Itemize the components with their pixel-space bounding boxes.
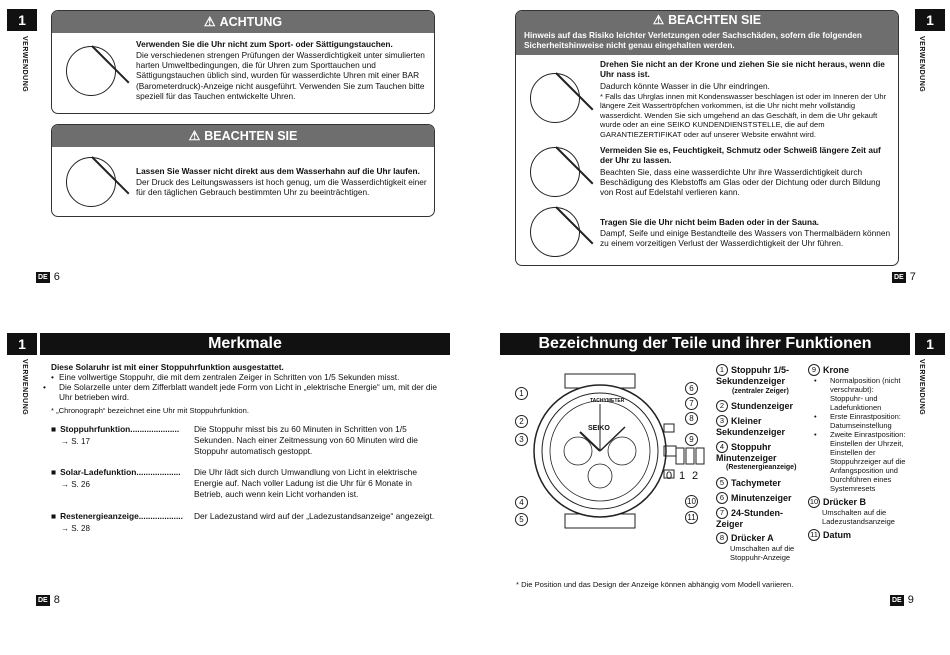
- page-number: [36, 271, 60, 283]
- page-number: [890, 594, 914, 606]
- feature-name: Solar-Ladefunktion...................: [60, 467, 181, 477]
- beachten-title: BEACHTEN SIE: [204, 129, 298, 143]
- achtung-title: ACHTUNG: [219, 15, 283, 29]
- callout-7: 7: [685, 397, 698, 410]
- callout-10: 10: [685, 495, 698, 508]
- beachten-body: Der Druck des Leitungswassers ist hoch genug, um die Wasserdichtigkeit einer für den täglichen Gebrauch bestimmten Uhr zu beeinträchtigen.: [136, 177, 427, 198]
- item3-heading: Tragen Sie die Uhr nicht beim Baden oder in der Sauna.: [600, 217, 819, 227]
- beachten-sie-title: BEACHTEN SIE: [668, 13, 762, 27]
- parts-list-left: [716, 364, 808, 562]
- watch-diagram: [510, 372, 710, 532]
- crown-positions-list: • Normalposition (nicht verschraubt): Stoppuhr- und Ladefunktionen • Erste Einrastposition: Datumseinstellung • Zweite Einrastposition: Einstellen der Uhrzeit, Einstellen der Stoppuhrzeiger auf die Anfangsposition und Durchführen eines Systemresets: [814, 376, 906, 493]
- features-bullet: • Eine vollwertige Stoppuhr, die mit dem zentralen Zeiger in Schritten von 1/5 Sekunden misst.: [51, 372, 400, 382]
- parts-footnote: * Die Position und das Design der Anzeige können abhängig vom Modell variieren.: [516, 580, 794, 589]
- beachten-sie-intro: Hinweis auf das Risiko leichter Verletzungen oder Sachschäden, sofern die folgenden Sicherheitshinweise nicht genau eingehalten werden.: [524, 30, 862, 51]
- language-tag: DE: [892, 596, 902, 604]
- section-number-badge: 1: [7, 9, 37, 31]
- beachten-sie-header: [516, 11, 898, 55]
- feature-description: Der Ladezustand wird auf der „Ladezustandsanzeige“ angezeigt.: [194, 511, 435, 521]
- dial-brand: SEIKO: [588, 425, 610, 432]
- no-wet-crown-icon: [530, 73, 580, 123]
- page-title: Merkmale: [40, 333, 450, 355]
- no-bath-icon: [530, 207, 580, 257]
- dial-tachymeter-text: TACHYMETER: [590, 398, 625, 404]
- language-tag: DE: [38, 273, 48, 281]
- callout-2: 2: [515, 415, 528, 428]
- language-tag: DE: [894, 273, 904, 281]
- item1-body: Dadurch könnte Wasser in die Uhr eindringen.: [600, 81, 770, 91]
- section-side-label: VERWENDUNG: [918, 36, 925, 93]
- page-number-text: 8: [53, 594, 60, 606]
- crown-position-1: 1: [679, 470, 686, 482]
- crown-position-2: 2: [692, 470, 699, 482]
- callout-3: 3: [515, 433, 528, 446]
- part-item: 3 Kleiner Sekundenzeiger: [716, 416, 786, 437]
- part-item: 8 Drücker A Umschalten auf die Stoppuhr-Anzeige: [716, 532, 808, 562]
- features-bullet-list: [43, 372, 441, 403]
- section-number-badge: 1: [7, 333, 37, 355]
- callout-6: 6: [685, 382, 698, 395]
- item1-heading: Drehen Sie nicht an der Krone und ziehen Sie sie nicht heraus, wenn die Uhr nass ist.: [600, 59, 885, 80]
- beachten-header: [52, 125, 434, 147]
- feature-description: Die Stoppuhr misst bis zu 60 Minuten in Schritten von 1/5 Sekunden. Nach einer Zeitmessung von 60 Minuten wird die Stoppuhr automatisch gestoppt.: [194, 424, 418, 456]
- page-title: Bezeichnung der Teile und ihrer Funktionen: [500, 333, 910, 355]
- callout-9: 9: [685, 433, 698, 446]
- feature-page-link[interactable]: → S. 17: [61, 437, 90, 446]
- callout-4: 4: [515, 496, 528, 509]
- part-item: 10 Drücker B Umschalten auf die Ladezustandsanzeige: [809, 497, 895, 526]
- callout-11: 11: [685, 511, 698, 524]
- callout-5: 5: [515, 513, 528, 526]
- page-number: [36, 594, 60, 606]
- warning-icon: ⚠: [652, 13, 665, 27]
- section-side-label: VERWENDUNG: [21, 36, 28, 93]
- features-footnote: * „Chronograph“ bezeichnet eine Uhr mit Stoppuhrfunktion.: [51, 406, 249, 415]
- warning-icon: ⚠: [188, 128, 201, 143]
- item3-body: Dampf, Seife und einige Bestandteile des Wassers von Thermalbädern können zu einem vorzeitigen Verlust der Wasserdichtigkeit der Uhr führen.: [600, 228, 891, 249]
- no-moisture-icon: [530, 147, 580, 197]
- warning-icon: ⚠: [203, 14, 216, 29]
- part-item: 11 Datum: [808, 529, 908, 541]
- achtung-heading: Verwenden Sie die Uhr nicht zum Sport- oder Sättigungstauchen.: [136, 39, 393, 49]
- no-tap-water-icon: [66, 157, 116, 207]
- feature-name: Stoppuhrfunktion.....................: [60, 424, 180, 434]
- item2-heading: Vermeiden Sie es, Feuchtigkeit, Schmutz oder Schweiß längere Zeit auf der Uhr zu lassen.: [600, 145, 881, 166]
- part-item: 4 Stoppuhr Minutenzeiger (Restenergieanzeige): [716, 441, 797, 471]
- part-item: 5 Tachymeter: [716, 477, 808, 489]
- beachten-heading: Lassen Sie Wasser nicht direkt aus dem Wasserhahn auf die Uhr laufen.: [136, 166, 420, 176]
- achtung-box: [51, 10, 435, 114]
- page-number-text: 9: [907, 594, 914, 606]
- achtung-body: Die verschiedenen strengen Prüfungen der Wasserdichtigkeit unter simulierten harten Umweltbedingungen, die für Uhren zum Sporttauchen und Sättigungstauchen üblich sind, wurden für wasserdichte Uhren mit einer BAR (Barometerdruck)-Anzeige nicht ausgeführt. Verwenden Sie zum Tauchen bitte speziell für das Tauchen entwickelte Uhren.: [136, 50, 425, 101]
- beachten-box: [51, 124, 435, 217]
- features-lead: Diese Solaruhr ist mit einer Stoppuhrfunktion ausgestattet.: [51, 362, 284, 372]
- item2-body: Beachten Sie, dass eine wasserdichte Uhr ihre Wasserdichtigkeit durch Beschädigung des Klebstoffs am Glas oder der Dichtung oder durch Bildung von Rost auf Edelstahl verlieren kann.: [600, 167, 881, 198]
- section-side-label: VERWENDUNG: [918, 359, 925, 416]
- item1-note: * Falls das Uhrglas innen mit Kondenswasser beschlagen ist oder im Inneren der Uhr längere Zeit Wassertröpfchen vorkommen, ist die Uhr nicht mehr vollständig wasserdicht. Wenden Sie sich umgehend an das Geschäft, in dem die Uhr gekauft wurde oder an eine SEIKO KUNDENDIENSTSTELLE, die auf dem GARANTIEZERTIFIKAT oder auf unserer Website erwähnt wird.: [600, 92, 887, 139]
- page-number: [892, 271, 916, 283]
- parts-list-right: [808, 364, 908, 541]
- language-tag: DE: [38, 596, 48, 604]
- part-item: 1 Stoppuhr 1/5-Sekundenzeiger (zentraler Zeiger): [716, 365, 789, 395]
- part-item: 7 24-Stunden-Zeiger: [716, 507, 784, 529]
- section-side-label: VERWENDUNG: [21, 359, 28, 416]
- no-diving-icon: [66, 46, 116, 96]
- crown-position-0: 0: [666, 470, 673, 482]
- section-number-badge: 1: [915, 9, 945, 31]
- feature-name: Restenergieanzeige...................: [60, 511, 183, 521]
- callout-8: 8: [685, 412, 698, 425]
- callout-1: 1: [515, 387, 528, 400]
- part-item: 2 Stundenzeiger: [716, 400, 808, 412]
- part-item: 6 Minutenzeiger: [716, 492, 808, 504]
- page-number-text: 7: [909, 271, 916, 283]
- feature-page-link[interactable]: → S. 28: [61, 524, 90, 533]
- feature-description: Die Uhr lädt sich durch Umwandlung von Licht in elektrische Energie auf. Nach voller Ladung ist die Uhr für 6 Monate in Betrieb, auch wenn kein Licht vorhanden ist.: [194, 467, 417, 499]
- achtung-header: [52, 11, 434, 33]
- section-number-badge: 1: [915, 333, 945, 355]
- part-item-crown: 9 Krone: [808, 364, 908, 376]
- feature-page-link[interactable]: → S. 26: [61, 480, 90, 489]
- beachten-sie-box: [515, 10, 899, 266]
- page-number-text: 6: [53, 271, 60, 283]
- features-bullet: • Die Solarzelle unter dem Zifferblatt wandelt jede Form von Licht in „elektrische Energie“ um, mit der die Uhr betrieben wird.: [43, 382, 437, 403]
